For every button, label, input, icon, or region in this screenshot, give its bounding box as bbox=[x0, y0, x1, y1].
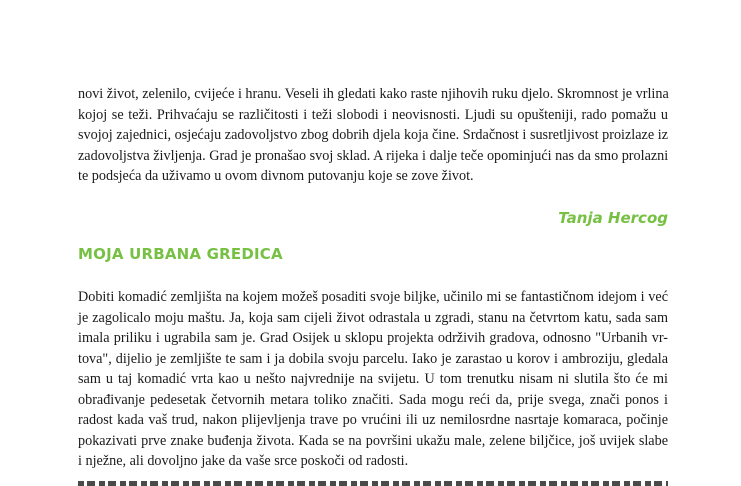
text-line: pokazivati prve znake buđenja života. Kada se na površini ukažu male, zelene biljčice, još uvijek slabe bbox=[78, 432, 668, 449]
cropped-next-line bbox=[78, 478, 668, 486]
text-line: zadovoljstva življenja. Grad je pronašao svoj sklad. A rijeka i dalje teče opominjući nas da smo prolazni bbox=[78, 147, 669, 164]
text-line: Dobiti komadić zemljišta na kojem možeš posaditi svoje biljke, učinilo mi se fantastičnom idejom i već bbox=[78, 289, 668, 305]
text-line: i nježne, ali dovoljno jake da vaše srce poskoči od radosti. bbox=[78, 453, 409, 469]
text-line: svojoj zajednici, osjećaju zadovoljstvo zbog dobrih djela koja čine. Srdačnost i susretljivost proizlaze iz bbox=[78, 127, 668, 143]
text-line: te podsjeća da uživamo u ovom divnom putovanju koje se zove život. bbox=[78, 168, 474, 184]
text-line: obrađivanje pedesetak četvornih metara toliko značiti. Sada mogu reći da, prije svega, znači ponos i bbox=[78, 391, 668, 408]
text-line: imala priliku i ugrabila sam je. Grad Osijek u sklopu projekta održivih gradova, odnosno "Urbanih vr- bbox=[78, 330, 668, 346]
text-line: kojoj se teži. Prihvaćaju se različitosti i teži slobodi i neovisnosti. Ljudi su opušteniji, rado pomažu u bbox=[78, 106, 668, 123]
text-line: tova", dijelio je zemljište te sam i ja dobila svoju parcelu. Iako je zarastao u korov i ambroziju, gledala bbox=[78, 350, 668, 367]
text-line: sam u taj komadić vrta kao u nešto najvrednije na svijetu. U tom trenutku nisam ni slutila što će mi bbox=[78, 371, 668, 387]
article-closing-paragraph bbox=[78, 84, 668, 187]
author-signature: Tanja Hercog bbox=[558, 209, 668, 227]
section-heading: MOJA URBANA GREDICA bbox=[78, 245, 283, 263]
text-line: novi život, zelenilo, cvijeće i hranu. Veseli ih gledati kako raste njihovih ruku djelo. Skromnost je vrlina bbox=[78, 86, 669, 102]
text-line: je zagolicalo moju maštu. Ja, koja sam cijeli život odrastala u zgradi, stanu na četvrtom katu, sada sam bbox=[78, 309, 668, 326]
text-line: radost kada vaš trud, nakon plijevljenja trave po vrućini ili uz nemilosrdne nasrtaje komaraca, počinje bbox=[78, 412, 668, 428]
article-body-paragraph bbox=[78, 287, 668, 472]
